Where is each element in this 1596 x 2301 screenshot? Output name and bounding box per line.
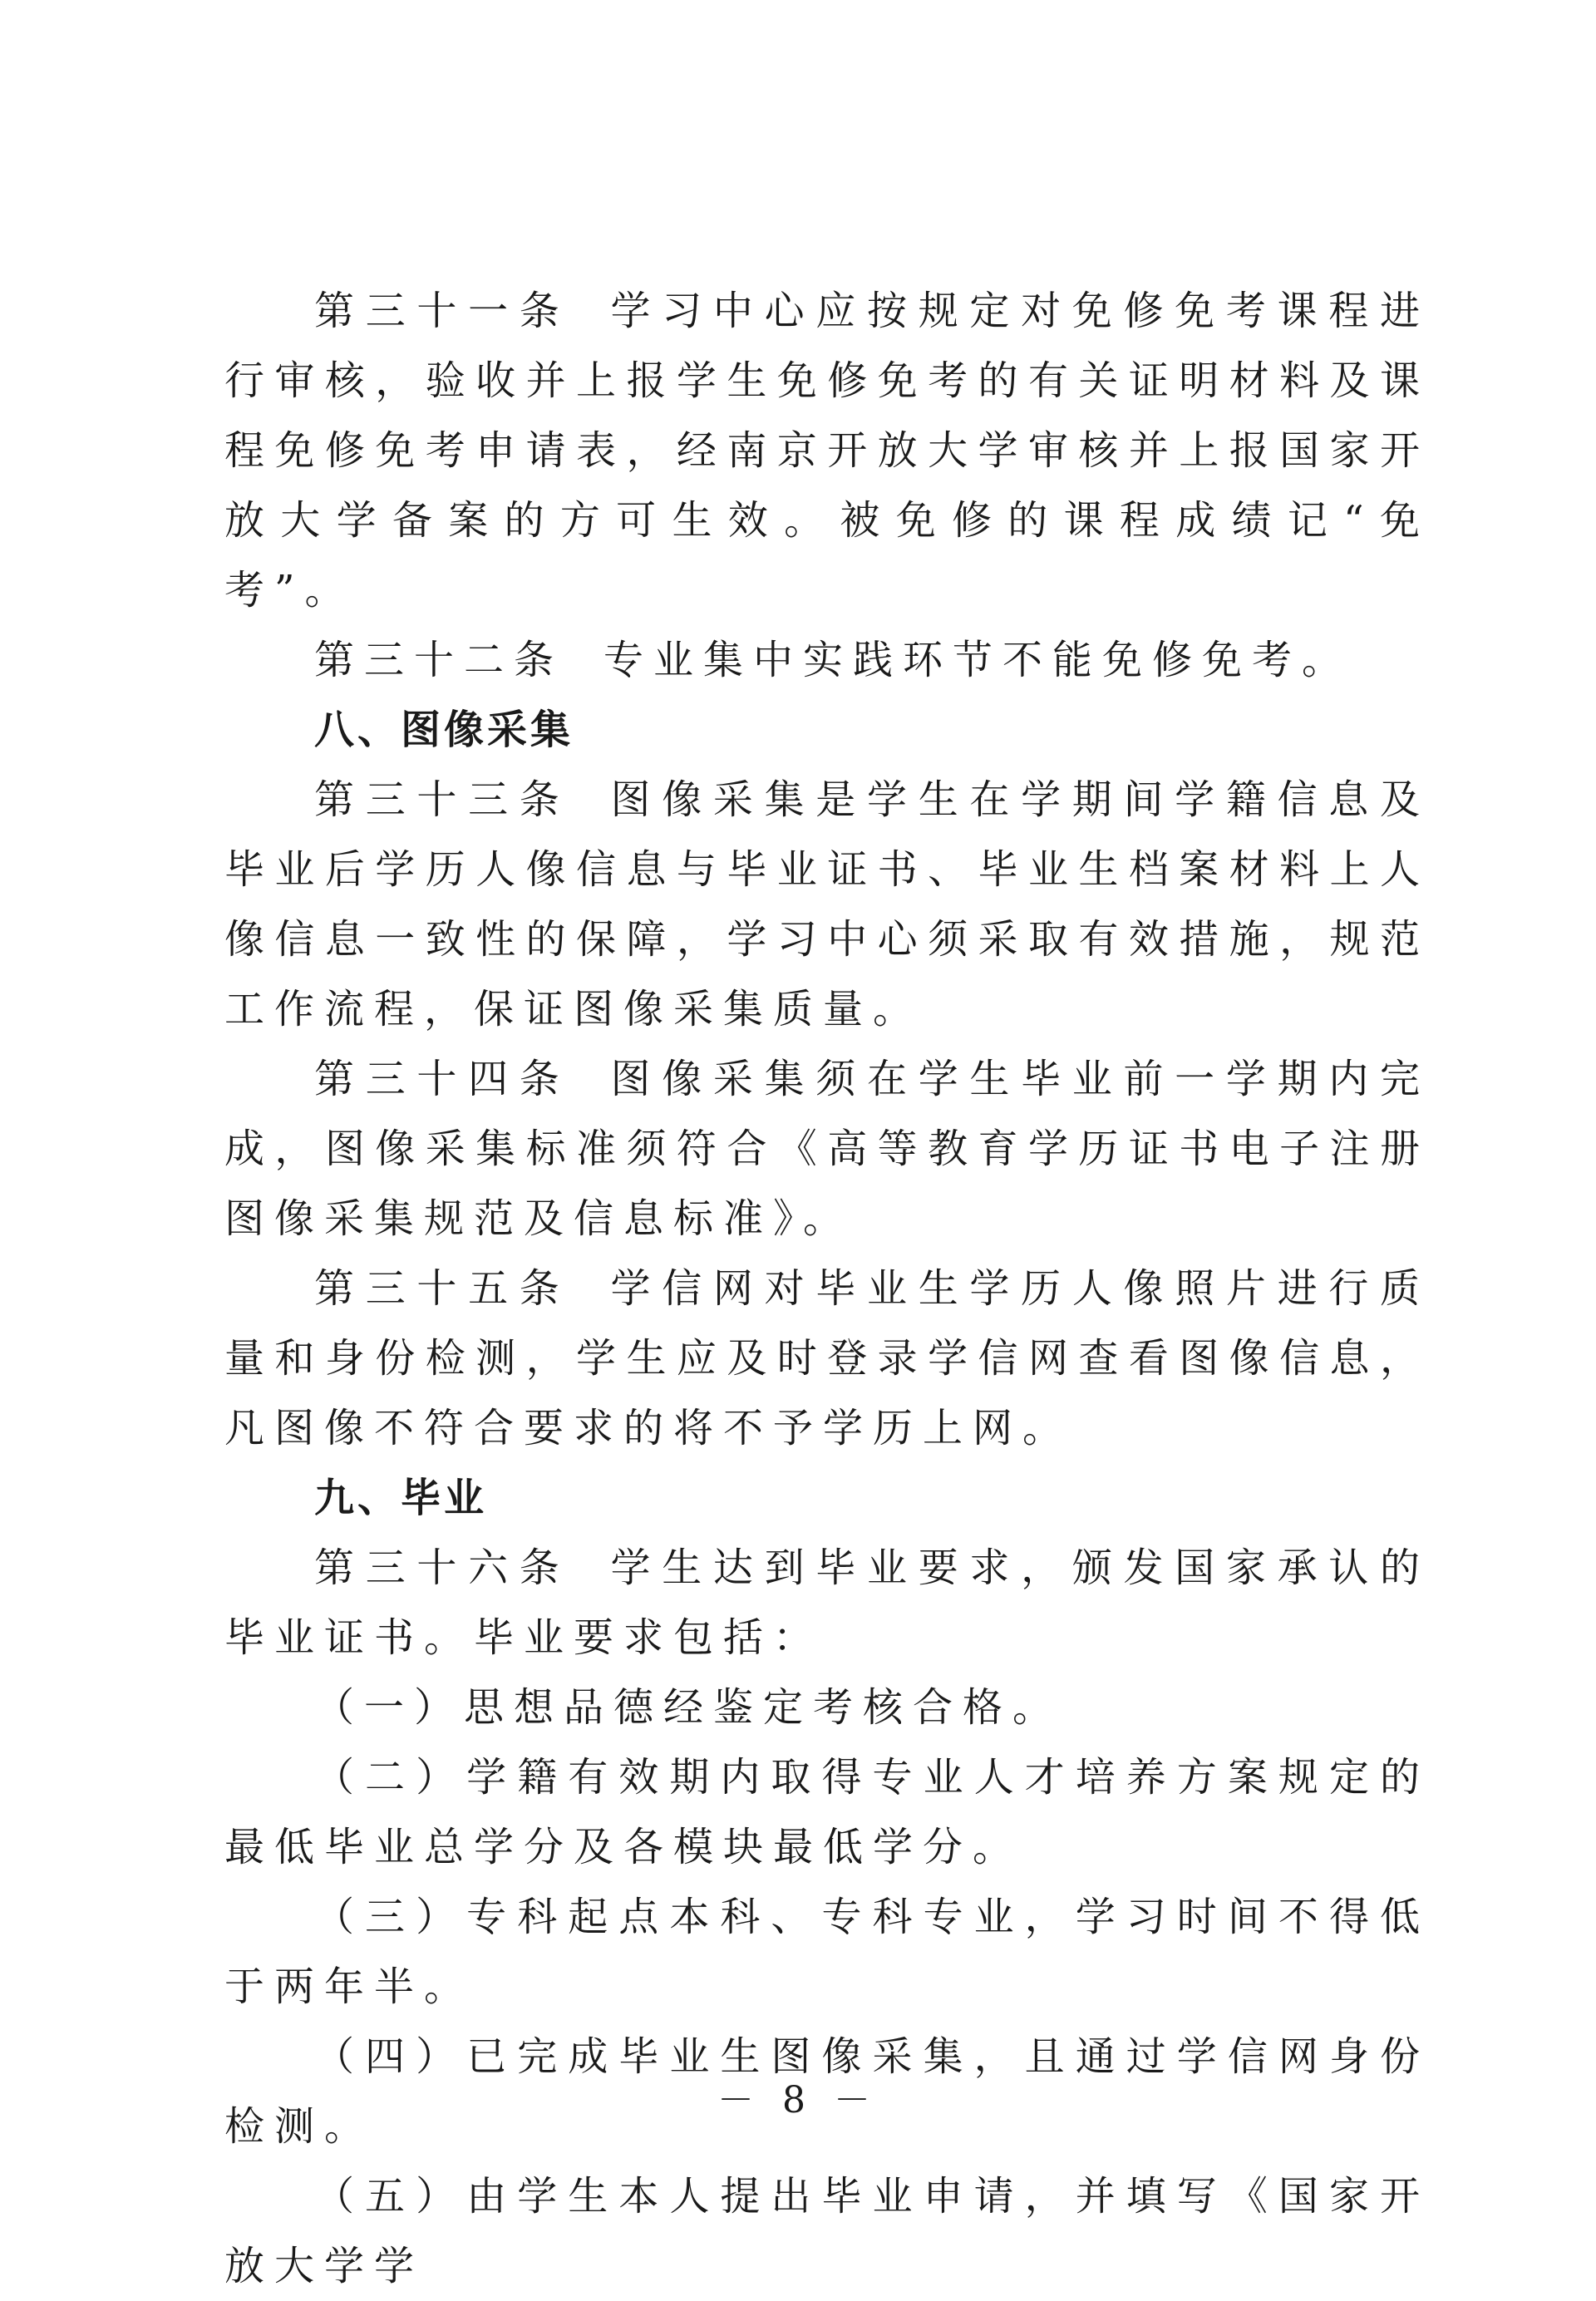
article-32 <box>224 625 1430 695</box>
article-number: 第三十三条 <box>314 776 571 823</box>
requirement-item-3: （三）专科起点本科、专科专业，学习时间不得低于两年半。 <box>224 1894 1430 2010</box>
section-heading-8: 八、图像采集 <box>314 707 574 753</box>
requirement-item-4: （四）已完成毕业生图像采集，且通过学信网身份检测。 <box>224 2033 1430 2150</box>
article-35 <box>224 1254 1430 1463</box>
requirement-item-2: （二）学籍有效期内取得专业人才培养方案规定的最低毕业总学分及各模块最低学分。 <box>224 1754 1430 1870</box>
article-number: 第三十二条 <box>314 637 564 683</box>
article-text: 学生达到毕业要求，颁发国家承认的毕业证书。毕业要求包括： <box>224 1545 1430 1661</box>
article-36 <box>224 1533 1430 1673</box>
article-31 <box>224 276 1430 625</box>
article-number: 第三十一条 <box>314 288 571 334</box>
article-number: 第三十四条 <box>314 1056 571 1102</box>
article-text: 图像采集须在学生毕业前一学期内完成，图像采集标准须符合《高等教育学历证书电子注册图像采集规范及信息标准》。 <box>224 1056 1430 1242</box>
page-number: － 8 － <box>717 2079 879 2121</box>
article-number: 第三十六条 <box>314 1545 571 1591</box>
document-body <box>224 276 1430 2301</box>
article-33 <box>224 765 1430 1044</box>
article-34 <box>224 1044 1430 1254</box>
article-text: 学习中心应按规定对免修免考课程进行审核，验收并上报学生免修免考的有关证明材料及课程免修免考申请表，经南京开放大学审核并上报国家开放大学备案的方可生效。被免修的课程成绩记“免考”。 <box>224 288 1430 613</box>
article-number: 第三十五条 <box>314 1265 571 1312</box>
section-heading-9: 九、毕业 <box>314 1475 488 1521</box>
requirement-item-5: （五）由学生本人提出毕业申请，并填写《国家开放大学学 <box>224 2173 1430 2289</box>
article-text: 专业集中实践环节不能免修免考。 <box>603 637 1352 683</box>
requirement-item-1: （一）思想品德经鉴定考核合格。 <box>314 1684 1063 1731</box>
article-text: 图像采集是学生在学期间学籍信息及毕业后学历人像信息与毕业证书、毕业生档案材料上人像信息一致性的保障，学习中心须采取有效措施，规范工作流程，保证图像采集质量。 <box>224 776 1430 1032</box>
article-text: 学信网对毕业生学历人像照片进行质量和身份检测，学生应及时登录学信网查看图像信息，凡图像不符合要求的将不予学历上网。 <box>224 1265 1430 1451</box>
